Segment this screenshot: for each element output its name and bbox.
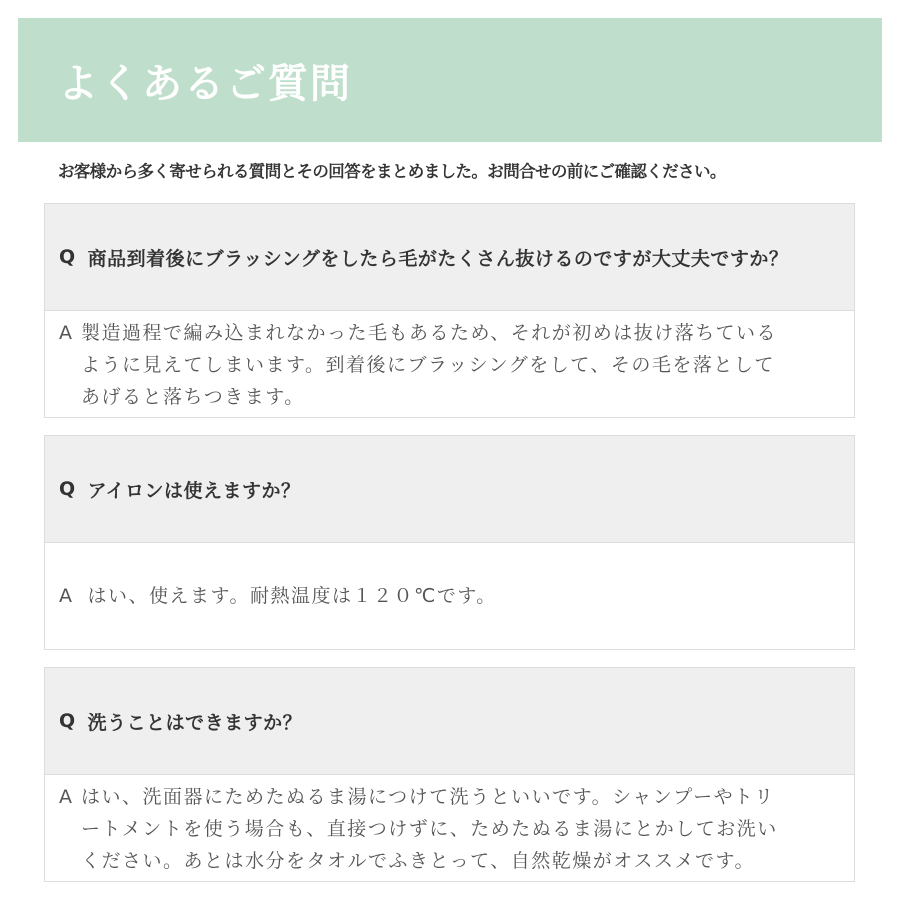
answer-line: あげると落ちつきます。 [81,386,305,408]
answer-mark: A [59,786,74,808]
answer-line: ください。あとは水分をタオルでふきとって、自然乾燥がオススメです。 [81,850,756,872]
answer-text: はい、使えます。耐熱温度は１２０℃です。 [87,585,497,607]
question-text: 商品到着後にブラッシングをしたら毛がたくさん抜けるのですが大丈夫ですか？ [87,247,789,270]
question-mark: Q [59,478,76,500]
page-title: よくあるご質問 [58,60,352,107]
faq-answer [45,311,854,417]
faq-item [44,435,855,650]
answer-line: ように見えてしまいます。到着後にブラッシングをして、その毛を落として [81,354,775,376]
faq-item [44,203,855,418]
faq-answer [45,775,854,881]
question-mark: Q [59,710,76,732]
answer-line: はい、洗面器にためたぬるま湯につけて洗うといいです。シャンプーやトリ [81,786,775,808]
faq-question [45,204,854,311]
intro-text: お客様から多く寄せられる質問とその回答をまとめました。お問合せの前にご確認ください。 [58,162,726,181]
question-text: アイロンは使えますか？ [87,479,301,502]
faq-item [44,667,855,882]
answer-mark: A [59,322,74,344]
answer-line: 製造過程で編み込まれなかった毛もあるため、それが初めは抜け落ちている [81,322,778,344]
answer-mark: A [59,585,74,607]
question-text: 洗うことはできますか？ [87,711,303,734]
faq-question [45,668,854,775]
faq-answer [45,543,854,649]
page-header [18,18,882,142]
faq-question [45,436,854,543]
answer-line: ートメントを使う場合も、直接つけずに、ためたぬるま湯にとかしてお洗い [81,818,778,840]
question-mark: Q [59,246,76,268]
